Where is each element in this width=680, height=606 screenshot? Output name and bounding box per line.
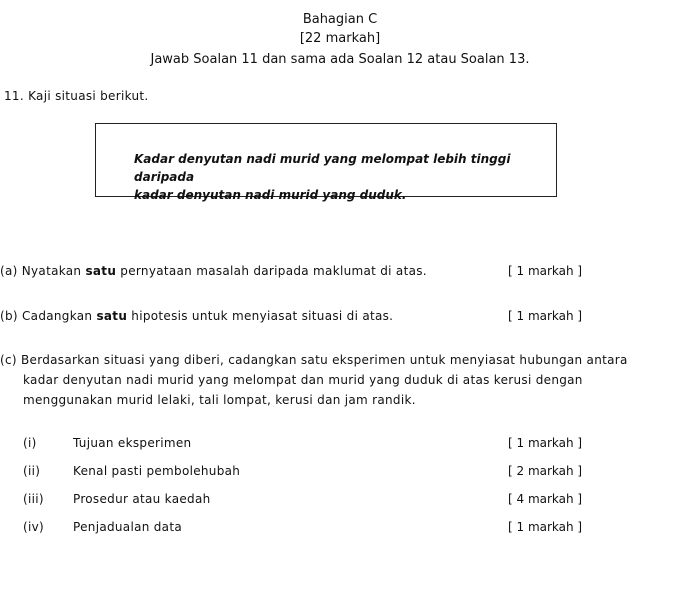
subpart-iv-label: Penjadualan data (73, 520, 182, 534)
subpart-iv-num: (iv) (23, 520, 44, 534)
question-intro: 11. Kaji situasi berikut. (4, 89, 149, 103)
subpart-ii-num: (ii) (23, 464, 41, 478)
part-c-line-1: (c) Berdasarkan situasi yang diberi, cadangkan satu eksperimen untuk menyiasat hubungan antara (0, 353, 628, 367)
situation-text (134, 150, 556, 204)
part-a-marks: [ 1 markah ] (508, 264, 583, 278)
subpart-iv-marks: [ 1 markah ] (508, 520, 583, 534)
part-b-text: (b) Cadangkan satu hipotesis untuk menyiasat situasi di atas. (0, 309, 394, 323)
subpart-iii-num: (iii) (23, 492, 44, 506)
subpart-ii-label: Kenal pasti pembolehubah (73, 464, 241, 478)
total-marks: [22 markah] (299, 31, 381, 46)
part-c-line-3: menggunakan murid lelaki, tali lompat, kerusi dan jam randik. (23, 393, 416, 407)
answer-instruction: Jawab Soalan 11 dan sama ada Soalan 12 atau Soalan 13. (150, 52, 530, 67)
subpart-ii-marks: [ 2 markah ] (508, 464, 583, 478)
subpart-iii-marks: [ 4 markah ] (508, 492, 583, 506)
situation-line-2: kadar denyutan nadi murid yang duduk. (134, 188, 407, 202)
situation-box (95, 123, 557, 202)
subpart-i-marks: [ 1 markah ] (508, 436, 583, 450)
subpart-i-label: Tujuan eksperimen (73, 436, 192, 450)
part-c-line-2: kadar denyutan nadi murid yang melompat dan murid yang duduk di atas kerusi dengan (23, 373, 583, 387)
section-title: Bahagian C (302, 12, 378, 27)
subpart-i-num: (i) (23, 436, 37, 450)
situation-line-1: Kadar denyutan nadi murid yang melompat lebih tinggi daripada (134, 152, 511, 184)
subpart-iii-label: Prosedur atau kaedah (73, 492, 211, 506)
part-a-text: (a) Nyatakan satu pernyataan masalah daripada maklumat di atas. (0, 264, 427, 278)
part-b-marks: [ 1 markah ] (508, 309, 583, 323)
